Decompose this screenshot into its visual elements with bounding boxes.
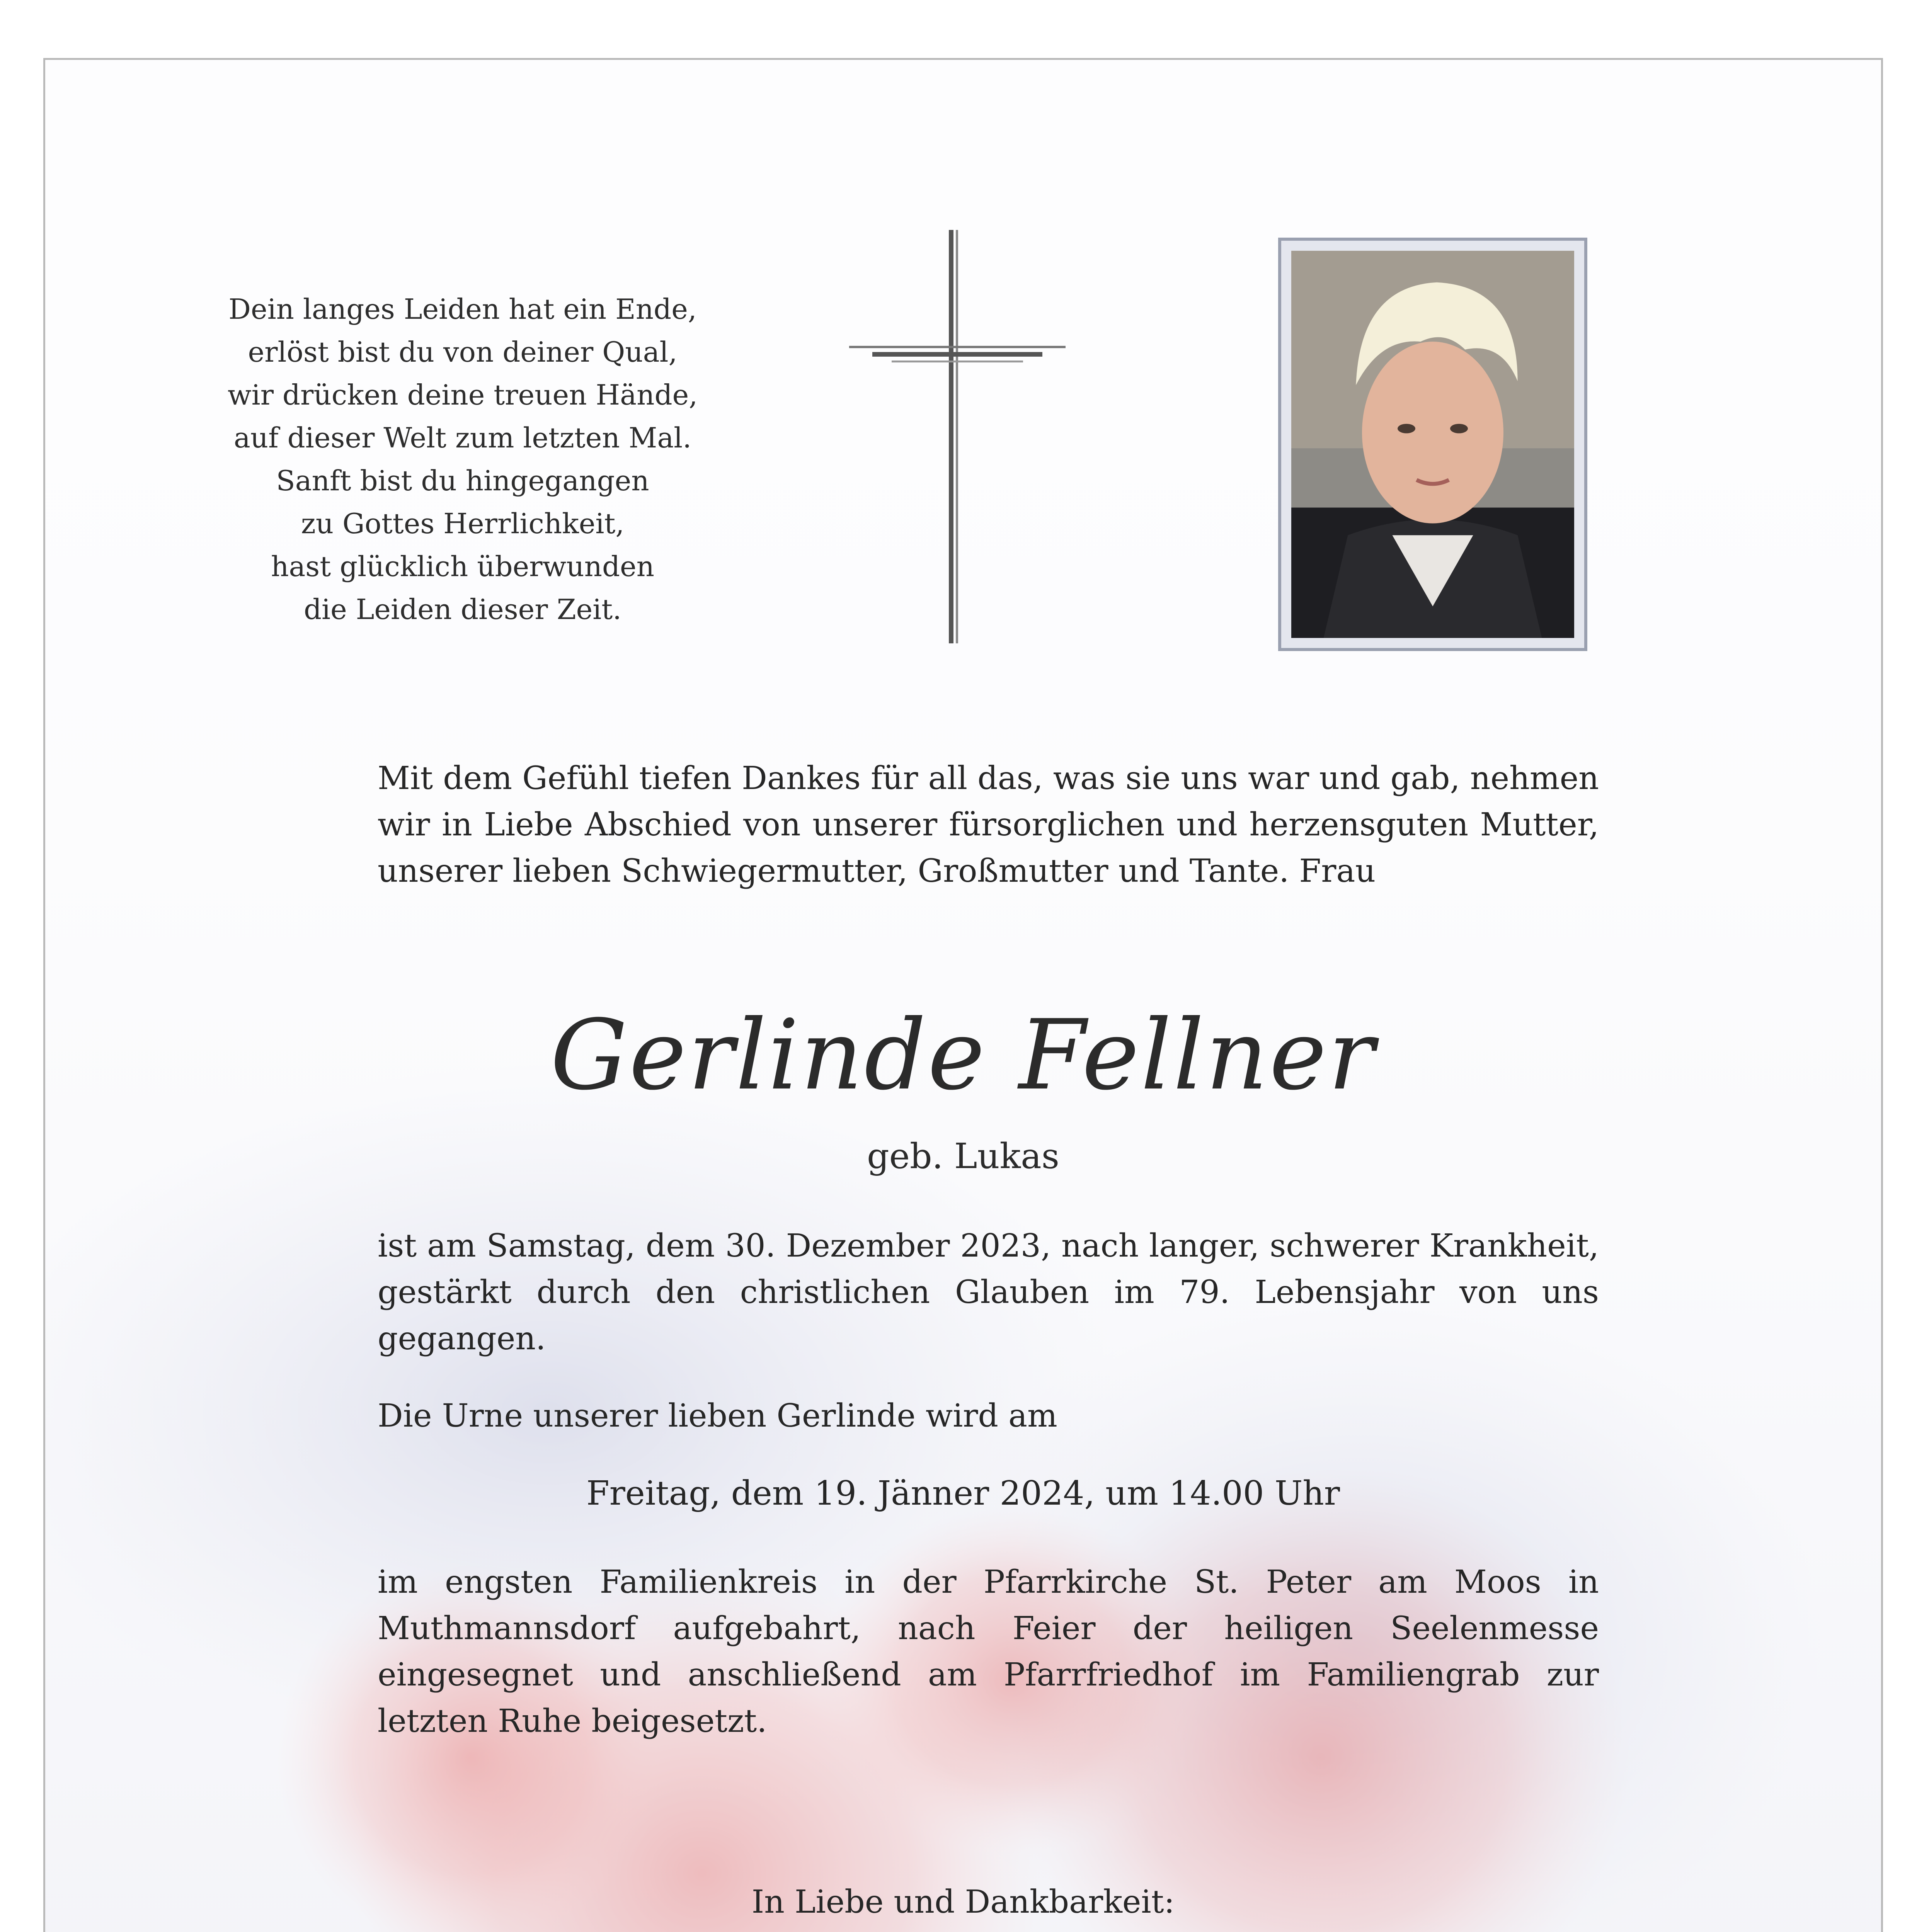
death-notice-text: ist am Samstag, dem 30. Dezember 2023, nach langer, schwerer Krankheit, gestärkt durch den christlichen Glauben im 79. Lebensjahr von uns gegangen. <box>378 1228 1599 1357</box>
birth-name: geb. Lukas <box>867 1136 1059 1177</box>
intro-text: Mit dem Gefühl tiefen Dankes für all das, was sie uns war und gab, nehmen wir in Liebe Abschied von unserer fürsorglichen und herzensguten Mutter, unserer lieben Schwiegermutter, Großmutter und Tante. Frau <box>378 760 1599 889</box>
burial-text: im engsten Familienkreis in der Pfarrkirche St. Peter am Moos in Muthmannsdorf aufgebahrt, nach Feier der heiligen Seelenmesse eingesegnet und anschließend am Pfarrfriedhof im Familiengrab zur letzten Ruhe beigesetzt. <box>378 1564 1599 1740</box>
deceased-name: Gerlinde Fellner <box>550 999 1376 1111</box>
obituary-frame <box>43 58 1883 1932</box>
portrait-photo-frame <box>1278 238 1587 651</box>
cross-icon <box>849 230 1066 643</box>
urn-text: Die Urne unserer lieben Gerlinde wird am <box>378 1398 1057 1434</box>
portrait-photo <box>1291 251 1574 638</box>
mourners-heading: In Liebe und Dankbarkeit: <box>751 1884 1175 1920</box>
memorial-poem: Dein langes Leiden hat ein Ende, erlöst bist du von deiner Qual, wir drücken deine treuen Hände, auf dieser Welt zum letzten Mal. Sanft bist du hingegangen zu Gottes Herrlichkeit, hast glücklich überwunden die Leiden dieser Zeit. <box>227 293 698 626</box>
service-date: Freitag, dem 19. Jänner 2024, um 14.00 Uhr <box>586 1474 1340 1513</box>
